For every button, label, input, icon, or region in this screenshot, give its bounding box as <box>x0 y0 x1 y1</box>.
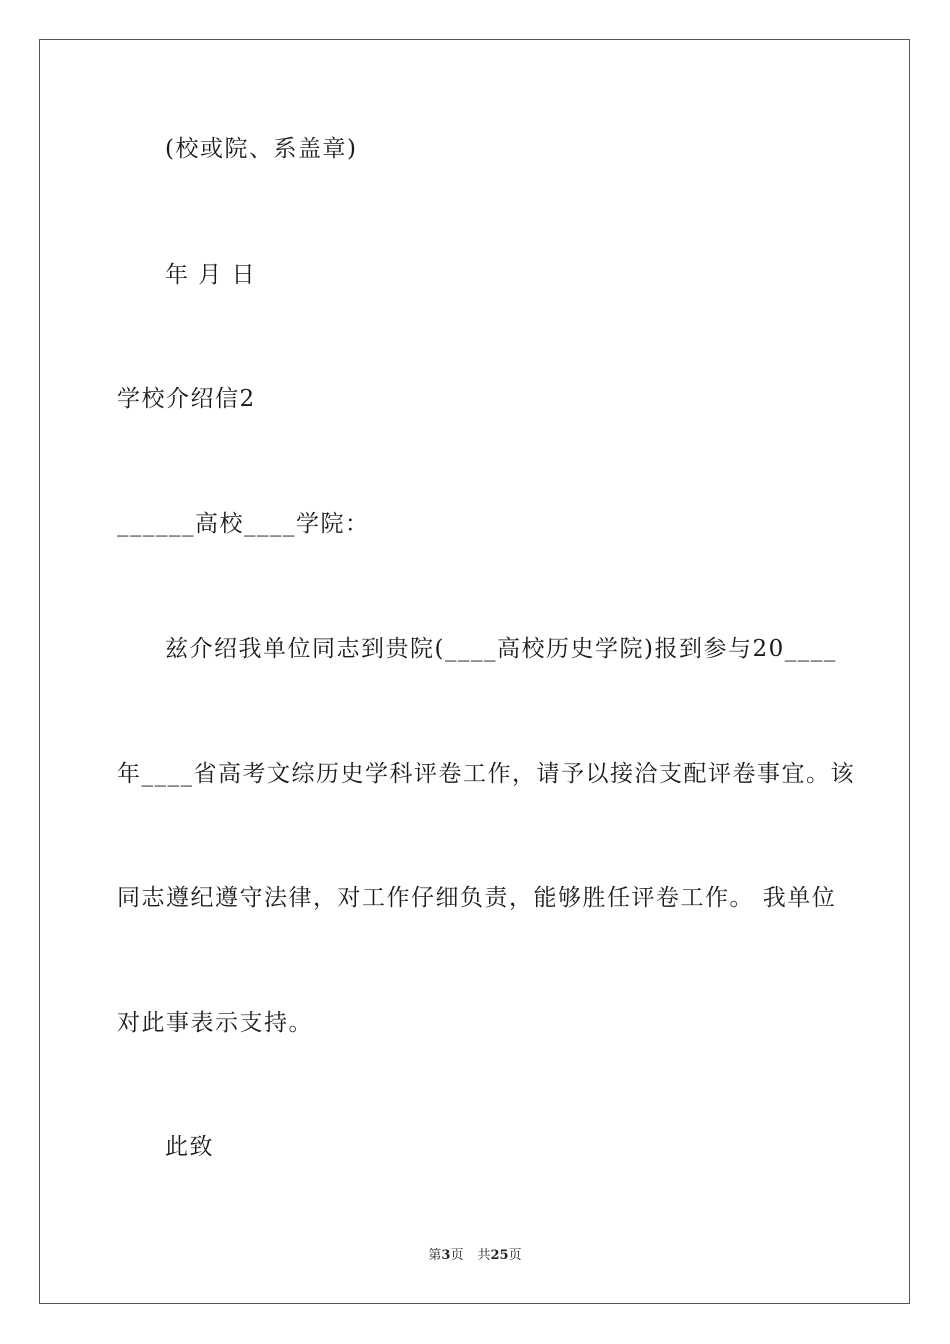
date-line: 年 月 日 <box>165 262 257 288</box>
recipient-line: ______高校____学院： <box>117 511 370 537</box>
closing-line: 此致 <box>165 1134 214 1160</box>
body-line-3: 同志遵纪遵守法律，对工作仔细负责，能够胜任评卷工作。 我单位 <box>117 885 837 911</box>
seal-note: (校或院、系盖章) <box>165 136 358 162</box>
footer-page-suffix: 页 <box>450 1248 464 1263</box>
page-footer <box>0 1247 950 1265</box>
footer-total-prefix: 共 <box>477 1248 491 1263</box>
footer-total-suffix: 页 <box>508 1248 522 1263</box>
page-frame <box>39 39 910 1304</box>
body-line-2: 年____省高考文综历史学科评卷工作，请予以接洽支配评卷事宜。该 <box>117 761 855 787</box>
body-line-4: 对此事表示支持。 <box>117 1010 313 1036</box>
body-line-1: 兹介绍我单位同志到贵院(____高校历史学院)报到参与20____ <box>165 636 837 662</box>
footer-page-number: 3 <box>441 1248 451 1263</box>
footer-page-prefix: 第 <box>428 1248 442 1263</box>
letter-title: 学校介绍信2 <box>117 386 256 412</box>
footer-total-pages: 25 <box>490 1248 509 1263</box>
